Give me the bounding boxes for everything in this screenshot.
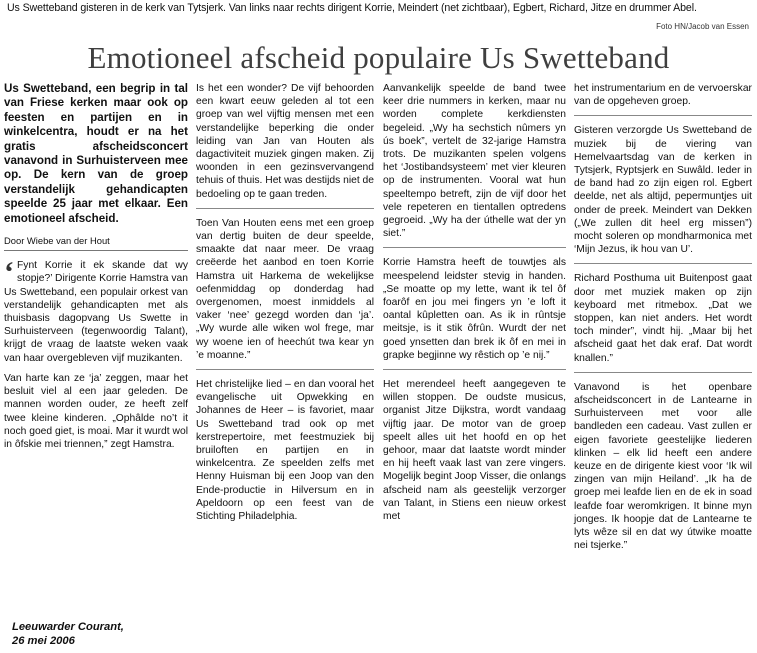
source-date: 26 mei 2006 [12,635,75,647]
paragraph: Gisteren verzorgde Us Swetteband de muziek bij de viering van Hemelvaartsdag van de kerken in Tytsjerk, Ryptsjerk en Suwâld. Ieder in de band had zo zijn eigen rol. Egbert deelde, net als altijd, pepermuntjes uit onder de preek. Meindert van Dekken („We zullen dit heel erg missen”) mocht soleren op mondharmonica met ‘Mijn Jezus, ik hou van U’. [574,125,752,256]
column-divider [383,247,566,248]
column-divider [574,115,752,116]
photo-caption: Us Swetteband gisteren in de kerk van Tytsjerk. Van links naar rechts dirigent Korrie, Meindert (net zichtbaar), Egbert, Richard, Jitze en drummer Abel. [7,2,697,14]
paragraph: Vanavond is het openbare afscheidsconcert in de Lantearne in Surhuisterveen met voor alle bandleden een cadeau. Vast zullen er eigen favoriete geestelijke liederen klinken – elk lid heeft een andere keuze en de dirigente kiest voor ‘Ik wil zingen van mijn Heiland’. „Ik ha de groep mei leafde lien en de ek in soad leafde foar weromkrigen. It binne myn jonges. Ik hoopje dat de Lantearne te lyts wêze sil en dat wy útwike moatte nei tsjerke.” [574,381,752,552]
photo-credit: Foto HN/Jacob van Essen [656,22,749,31]
paragraph: Het merendeel heeft aangegeven te willen stoppen. De oudste musicus, organist Jitze Dijkstra, wordt vandaag vijftig jaar. De motor van de groep speelt alles uit het hoofd en op het gehoor, maar dat laatste wordt minder en hij heeft vaak last van zere vingers. Mogelijk begint Joop Visser, die onlangs afscheid nam als geestelijk verzorger van Talant, in Stiens een nieuw orkest met [383,379,566,523]
column-2 [196,82,374,530]
column-1 [4,82,188,458]
lead-paragraph: Us Swetteband, een begrip in tal van Friese kerken maar ook op feesten en partijen en in winkelcentra, houdt er na het gratis afscheidsconcert vanavond in Surhuisterveen mee op. De kern van de groep verstandelijk gehandicapten speelde 25 jaar met elkaar. Een emotioneel afscheid. [4,82,188,225]
paragraph: Van harte kan ze ‘ja’ zeggen, maar het besluit viel al een jaar geleden. De mannen worden ouder, ze heeft zelf twee kleine kinderen. „Ophâlde no’t it noch goed giet, is moai. Mar it wurdt wol in ôfskie mei triennen,” zegt Hamstra. [4,372,188,450]
column-divider [196,208,374,209]
paragraph [4,256,188,365]
column-3 [383,82,566,530]
paragraph: Korrie Hamstra heeft de touwtjes als meespelend leidster stevig in handen. „Se moatte op my lette, want ik tel ôf foarôf en jou mei fingers yn ’e loft it oantal kûpletten oan. As ik in rûntsje meitsje, is it stik ôfrûn. Wurdt der net goed ynsetten dan brek ik ôf en mei in grapke begjinne wy rêstich op ’e nij.” [383,257,566,361]
column-divider [574,372,752,373]
paragraph: Aanvankelijk speelde de band twee keer drie nummers in kerken, maar nu worden complete kerkdiensten begeleid. „Wy ha sechstich nûmers yn ús boek”, vertelt de 32-jarige Hamstra trots. De muzikanten spelen volgens het ‘Jostibandsysteem’ met vier kleuren op de instrumenten. Vooral wat hun speeltempo betreft, zijn de vijf door het vele repeteren en tientallen optredens gegroeid. „Wy ha der úthelle wat der yn siet.” [383,83,566,240]
column-divider [383,369,566,370]
source-citation [12,620,124,648]
opening-quote-mark: ‘ [4,256,14,290]
byline: Door Wiebe van der Hout [4,234,188,251]
paragraph: Het christelijke lied – en dan vooral het evangelische uit Opwekking en Johannes de Heer – is favoriet, maar Us Swetteband trad ook op met kerstrepertoire, met feestmuziek bij bruiloften en partijen en in winkelcentra. Ze speelden zelfs met Henny Huisman bij een Joop van den Ende-productie in Hilversum en in Apeldoorn op een feest van de Stichting Philadelphia. [196,379,374,523]
paragraph-text: Fynt Korrie it ek skande dat wy stopje?’ Dirigente Korrie Hamstra van Us Swetteband, een populair orkest van verstandelijk gehandicapten met als thuisbasis dagopvang Us Swette in Surhuisterveen (tegenwoordig Talant), krijgt de vraag de laatste weken vaak van haar overgebleven vijf muzikanten. [4,260,188,364]
paragraph: Toen Van Houten eens met een groep van dertig buiten de deur speelde, smaakte dat naar meer. De vraag creëerde het aanbod en toen Korrie Hamstra uit Harkema de wekelijkse oefenmiddag op donderdag had overgenomen, moest inmiddels al vaker ‘nee’ gezegd worden dan ‘ja’. „Wy wurde alle wiken wol frege, mar wy woene ien of heechút twa kear yn ’e moanne.” [196,217,374,361]
paragraph: Is het een wonder? De vijf behoorden een kwart eeuw geleden al tot een groep van wel vijftig mensen met een verstandelijke beperking die onder leiding van Jan van Houten als dagactiviteit muziek gingen maken. Zij woonden in een gezinsvervangend tehuis of thuis. Het was destijds niet de bedoeling op te gaan treden. [196,83,375,200]
column-divider [196,369,374,370]
headline: Emotioneel afscheid populaire Us Swetteband [87,40,670,75]
source-newspaper: Leeuwarder Courant, [12,621,124,633]
paragraph: Richard Posthuma uit Buitenpost gaat door met muziek maken op zijn keyboard met ritmebox. „Dat we stoppen, kan niet anders. Het wordt toch minder”, vindt hij. „Maar bij het afscheid gaat het dak eraf. Dat wordt knallen.” [574,273,752,364]
column-4 [574,82,752,560]
paragraph: het instrumentarium en de vervoerskar van de opgeheven groep. [574,83,752,108]
column-divider [574,263,752,264]
